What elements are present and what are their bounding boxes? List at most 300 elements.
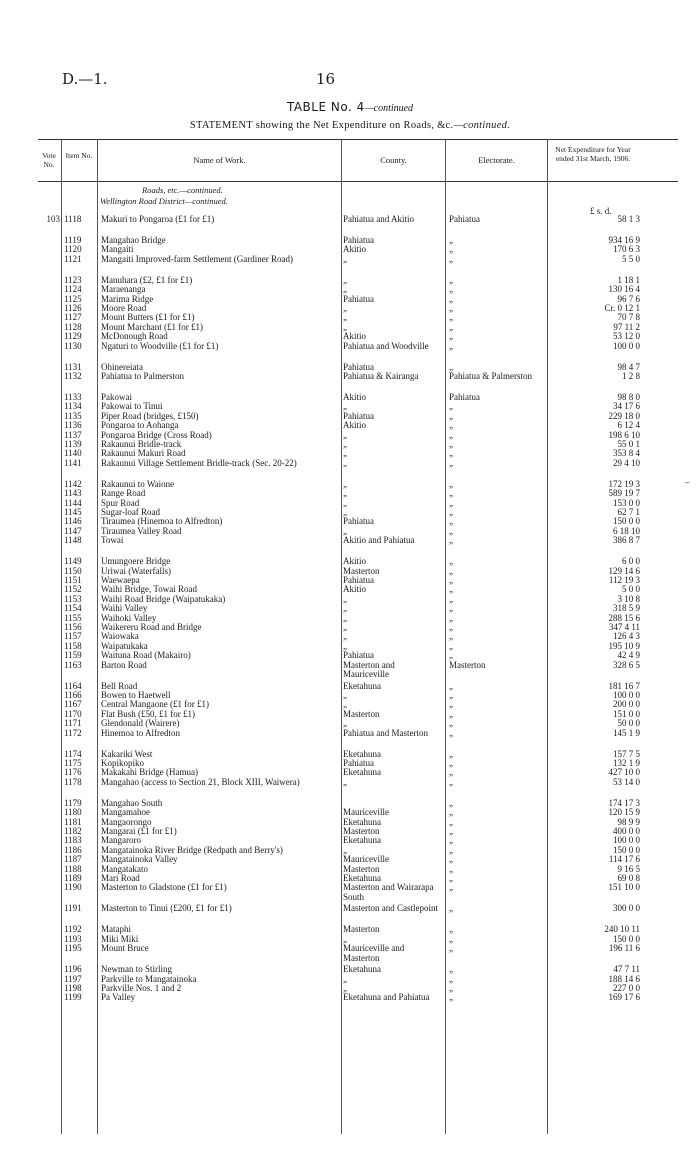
county: Pahiatua and Akitio — [343, 214, 414, 224]
county: Eketahuna — [343, 748, 381, 759]
net-expenditure: 42 4 9 — [617, 650, 640, 661]
electorate: „ — [449, 340, 453, 351]
header-name-of-work: Name of Work. — [193, 155, 246, 165]
net-expenditure: 55 0 1 — [617, 439, 640, 449]
item-number: 1146 — [64, 516, 82, 527]
county: Pahiatua and Woodville — [343, 340, 429, 351]
column-divider — [547, 139, 548, 1134]
net-expenditure: 132 1 9 — [613, 758, 640, 768]
item-number: 1186 — [64, 844, 82, 855]
electorate: „ — [449, 983, 453, 993]
work-name: Maraenanga — [101, 284, 146, 295]
electorate: „ — [449, 507, 453, 517]
electorate: „ — [449, 293, 453, 304]
work-name: Parkville Nos. 1 and 2 — [101, 983, 182, 993]
statement-main: STATEMENT showing the Net Expenditure on Roads, &c. — [189, 120, 454, 131]
work-name: Range Road — [101, 488, 146, 499]
item-number: 1181 — [64, 816, 82, 827]
net-expenditure: 9 16 5 — [617, 863, 640, 874]
county: „ — [343, 457, 347, 468]
electorate: „ — [449, 807, 453, 818]
net-expenditure: 69 0 8 — [617, 873, 640, 883]
item-number: 1145 — [64, 507, 82, 517]
work-name: Piper Road (bridges, £150) — [101, 410, 199, 421]
county: „ — [343, 973, 347, 984]
work-name: Sugar-loaf Road — [101, 507, 161, 517]
net-expenditure: 70 7 8 — [617, 312, 640, 323]
county: Pahiatua — [343, 410, 374, 421]
electorate: „ — [449, 844, 453, 855]
work-name: Mangaiti — [101, 244, 134, 255]
net-expenditure: 1 18 1 — [617, 274, 640, 285]
net-expenditure: 34 17 6 — [613, 401, 640, 412]
net-expenditure: 5 5 0 — [622, 253, 640, 264]
work-name: Mangatainoka River Bridge (Redpath and Berry's) — [101, 844, 283, 855]
item-number: 1174 — [64, 748, 82, 759]
electorate: „ — [449, 903, 453, 914]
item-number: 1143 — [64, 488, 82, 499]
item-number: 1157 — [64, 631, 82, 642]
electorate: „ — [449, 556, 453, 567]
work-name: Mount Butters (£1 for £1) — [101, 312, 195, 323]
county: Masterton — [343, 708, 380, 719]
county: Akitio — [343, 331, 367, 342]
county: „ — [343, 631, 347, 642]
county: Pahiatua & Kairanga — [343, 371, 419, 381]
electorate: „ — [449, 274, 453, 285]
item-number: 1141 — [64, 457, 82, 468]
county: „ — [343, 448, 347, 459]
electorate: Pahiatua — [449, 392, 480, 402]
header-county: County. — [380, 155, 407, 165]
statement-continued: —continued. — [453, 120, 511, 131]
electorate: „ — [449, 303, 453, 313]
item-number: 1159 — [64, 650, 82, 661]
electorate: „ — [449, 593, 453, 604]
electorate: „ — [449, 776, 453, 787]
table-title-label: TABLE No. 4 — [286, 100, 365, 114]
net-expenditure: 170 6 3 — [613, 244, 640, 255]
work-name: Mount Bruce — [101, 943, 149, 954]
item-number: 1187 — [64, 854, 82, 865]
county: „ — [343, 776, 347, 787]
section-heading-roads: Roads, etc.—continued. — [142, 185, 223, 195]
work-name: Mataphi — [101, 924, 131, 935]
net-expenditure: 53 14 0 — [613, 776, 640, 787]
item-number: 1155 — [64, 612, 82, 623]
net-expenditure: 181 16 7 — [608, 680, 640, 691]
work-name: Mangatainoka Valley — [101, 854, 178, 865]
net-expenditure: 3 10 8 — [617, 593, 640, 604]
electorate: „ — [449, 650, 453, 661]
county: „ — [343, 478, 347, 489]
county: „ — [343, 983, 347, 993]
county: „ — [343, 274, 347, 285]
item-number: 1147 — [64, 525, 82, 536]
county: Pahiatua — [343, 650, 374, 661]
net-expenditure: 29 4 10 — [613, 457, 640, 468]
net-expenditure: 227 0 0 — [613, 983, 640, 993]
work-name: Ngaturi to Woodville (£1 for £1) — [101, 340, 219, 351]
electorate: „ — [449, 448, 453, 459]
column-divider — [445, 139, 446, 1134]
county: Eketahuna — [343, 680, 381, 691]
county: Akitio — [343, 244, 367, 255]
item-number: 1131 — [64, 361, 82, 372]
electorate: „ — [449, 575, 453, 585]
vote-number: 103 — [46, 214, 60, 224]
work-name: Masterton to Tinui (£200, £1 for £1) — [101, 903, 232, 914]
net-expenditure: 196 11 6 — [608, 943, 640, 954]
work-name: Central Mangaone (£1 for £1) — [101, 699, 209, 710]
county: Mauriceville — [343, 854, 389, 865]
county: Masterton — [343, 565, 380, 576]
electorate: „ — [449, 410, 453, 421]
net-expenditure: 100 0 0 — [613, 690, 640, 700]
item-number: 1183 — [64, 835, 82, 846]
electorate: „ — [449, 640, 453, 651]
county: „ — [343, 690, 347, 700]
column-divider — [61, 139, 62, 1134]
county: „ — [343, 497, 347, 508]
electorate: „ — [449, 516, 453, 527]
section-heading-district: Wellington Road District—continued. — [100, 196, 228, 206]
net-expenditure: 98 8 0 — [617, 392, 640, 402]
electorate: „ — [449, 863, 453, 874]
item-number: 1189 — [64, 873, 82, 883]
county: „ — [343, 933, 347, 944]
item-number: 1121 — [64, 253, 82, 264]
item-number: 1180 — [64, 807, 82, 818]
electorate: „ — [449, 680, 453, 691]
electorate: „ — [449, 882, 453, 893]
electorate: „ — [449, 312, 453, 323]
work-name: Waihi Bridge, Towai Road — [101, 584, 197, 595]
county: „ — [343, 488, 347, 499]
item-number: 1132 — [64, 371, 82, 381]
net-expenditure: 58 1 3 — [617, 214, 640, 224]
county: „ — [343, 612, 347, 623]
county: Masterton — [343, 924, 380, 935]
item-number: 1154 — [64, 603, 82, 614]
work-name: Towai — [101, 535, 124, 546]
statement-heading — [0, 120, 700, 131]
net-expenditure: Cr. 0 12 1 — [604, 303, 640, 313]
item-number: 1188 — [64, 863, 82, 874]
county: Eketahuna — [343, 873, 381, 883]
electorate: „ — [449, 439, 453, 449]
county: Akitio — [343, 584, 367, 595]
net-expenditure: 157 7 5 — [613, 748, 640, 759]
work-name: Barton Road — [101, 659, 147, 670]
net-expenditure: 53 12 0 — [613, 331, 640, 342]
item-number: 1129 — [64, 331, 82, 342]
net-expenditure: 130 16 4 — [608, 284, 640, 295]
county: „ — [343, 303, 347, 313]
net-expenditure: 188 14 6 — [608, 973, 640, 984]
county: Mauriceville and Masterton — [343, 943, 405, 963]
electorate: „ — [449, 873, 453, 883]
net-expenditure: 62 7 1 — [617, 507, 640, 517]
work-name: Glendonald (Wairere) — [101, 718, 180, 729]
table-title-continued: —continued — [364, 103, 414, 114]
item-number: 1135 — [64, 410, 82, 421]
electorate: „ — [449, 964, 453, 975]
work-name: Masterton to Gladstone (£1 for £1) — [101, 882, 227, 893]
net-expenditure: 100 0 0 — [613, 340, 640, 351]
work-name: Marima Ridge — [101, 293, 154, 304]
item-number: 1198 — [64, 983, 82, 993]
county: Eketahuna — [343, 816, 381, 827]
item-number: 1140 — [64, 448, 82, 459]
electorate: „ — [449, 429, 453, 440]
net-expenditure: 198 6 10 — [608, 429, 640, 440]
item-number: 1190 — [64, 882, 82, 893]
item-number: 1130 — [64, 340, 82, 351]
work-name: Pongaroa to Aohanga — [101, 420, 179, 431]
county: Pahiatua — [343, 758, 374, 768]
work-name: Bell Road — [101, 680, 138, 691]
net-expenditure: 114 17 6 — [608, 854, 640, 865]
county: Akitio and Pahiatua — [343, 535, 415, 546]
table-top-rule — [38, 139, 678, 140]
county: „ — [343, 844, 347, 855]
work-name: Mangahao Bridge — [101, 235, 166, 245]
work-name: Kopikopiko — [101, 758, 145, 768]
net-expenditure: 150 0 0 — [613, 933, 640, 944]
item-number: 1195 — [64, 943, 82, 954]
net-expenditure: 112 19 3 — [608, 575, 640, 585]
electorate: „ — [449, 361, 453, 372]
net-expenditure: 400 0 0 — [613, 826, 640, 836]
item-number: 1134 — [64, 401, 82, 412]
net-expenditure: 172 19 3 — [608, 478, 640, 489]
header-item-no: Item No. — [65, 151, 93, 160]
electorate: „ — [449, 488, 453, 499]
electorate: „ — [449, 718, 453, 729]
work-name: Rakaunui Village Settlement Bridle-track (Sec. 20-22) — [101, 457, 297, 468]
county: Masterton — [343, 863, 380, 874]
item-number: 1149 — [64, 556, 82, 567]
work-name: Bowen to Haetwell — [101, 690, 171, 700]
item-number: 1118 — [64, 214, 82, 224]
electorate: „ — [449, 535, 453, 546]
column-divider — [97, 139, 98, 1134]
work-name: Waihi Road Bridge (Waipatukaka) — [101, 593, 226, 604]
work-name: Pakowai to Tinui — [101, 401, 163, 412]
work-name: Tiraumea Valley Road — [101, 525, 182, 536]
county: Masterton — [343, 826, 380, 836]
net-expenditure: 98 4 7 — [617, 361, 640, 372]
work-name: Mangahao (access to Section 21, Block XIII, Waiwera) — [101, 776, 300, 787]
county: „ — [343, 507, 347, 517]
work-name: Rakaunui Bridle-track — [101, 439, 182, 449]
work-name: Waipatukaka — [101, 640, 148, 651]
work-name: Kakariki West — [101, 748, 153, 759]
item-number: 1172 — [64, 727, 82, 738]
net-expenditure: 150 0 0 — [613, 516, 640, 527]
net-expenditure: 386 8 7 — [613, 535, 640, 546]
electorate: Pahiatua & Palmerston — [449, 371, 532, 381]
net-expenditure: 97 11 2 — [613, 321, 640, 332]
electorate: „ — [449, 331, 453, 342]
net-expenditure: 288 15 6 — [608, 612, 640, 623]
electorate: „ — [449, 748, 453, 759]
county: „ — [343, 699, 347, 710]
net-expenditure: 328 6 5 — [613, 659, 640, 670]
item-number: 1197 — [64, 973, 82, 984]
column-divider — [341, 139, 342, 1134]
item-number: 1150 — [64, 565, 82, 576]
table-title — [0, 100, 700, 114]
item-number: 1193 — [64, 933, 82, 944]
county: Pahiatua — [343, 575, 374, 585]
electorate: „ — [449, 253, 453, 264]
work-name: Flat Bush (£50, £1 for £1) — [101, 708, 195, 719]
net-expenditure: 100 0 0 — [613, 835, 640, 846]
county: Eketahuna — [343, 964, 381, 975]
item-number: 1148 — [64, 535, 82, 546]
county: „ — [343, 439, 347, 449]
item-number: 1175 — [64, 758, 82, 768]
item-number: 1176 — [64, 767, 82, 778]
county: Eketahuna — [343, 767, 381, 778]
electorate: „ — [449, 565, 453, 576]
county: Pahiatua — [343, 293, 374, 304]
county: Akitio — [343, 392, 367, 402]
work-name: Waiowaka — [101, 631, 139, 642]
county: „ — [343, 622, 347, 632]
net-expenditure: 589 19 7 — [608, 488, 640, 499]
work-name: Hinemoa to Alfredton — [101, 727, 180, 738]
work-name: Waihi Valley — [101, 603, 148, 614]
net-expenditure: 229 18 0 — [608, 410, 640, 421]
net-expenditure: 169 17 6 — [608, 992, 640, 1003]
item-number: 1191 — [64, 903, 82, 914]
net-expenditure: 5 0 0 — [622, 584, 640, 595]
work-name: Moore Road — [101, 303, 147, 313]
item-number: 1151 — [64, 575, 82, 585]
electorate: „ — [449, 457, 453, 468]
electorate: „ — [449, 584, 453, 595]
item-number: 1153 — [64, 593, 82, 604]
item-number: 1196 — [64, 964, 82, 975]
margin-mark: ⁻ — [684, 478, 691, 492]
net-expenditure: 347 4 11 — [608, 622, 640, 632]
net-expenditure: 50 0 0 — [617, 718, 640, 729]
electorate: Masterton — [449, 659, 486, 670]
item-number: 1126 — [64, 303, 82, 313]
county: Masterton and Castlepoint — [343, 903, 438, 914]
item-number: 1144 — [64, 497, 82, 508]
net-expenditure: 200 0 0 — [613, 699, 640, 710]
work-name: Makakahi Bridge (Hamua) — [101, 767, 198, 778]
item-number: 1136 — [64, 420, 82, 431]
item-number: 1164 — [64, 680, 82, 691]
electorate: „ — [449, 690, 453, 700]
county: „ — [343, 312, 347, 323]
work-name: Mangaiti Improved-farm Settlement (Gardiner Road) — [101, 253, 293, 264]
net-expenditure: 6 0 0 — [622, 556, 640, 567]
electorate: „ — [449, 973, 453, 984]
county: „ — [343, 253, 347, 264]
header-electorate: Electorate. — [478, 155, 515, 165]
work-name: Mangarai (£1 for £1) — [101, 826, 177, 836]
item-number: 1119 — [64, 235, 82, 245]
work-name: Waituna Road (Makairo) — [101, 650, 191, 661]
work-name: Mangamahoe — [101, 807, 150, 818]
item-number: 1170 — [64, 708, 82, 719]
item-number: 1128 — [64, 321, 82, 332]
net-expenditure: 353 8 4 — [613, 448, 640, 459]
item-number: 1120 — [64, 244, 82, 255]
county: „ — [343, 718, 347, 729]
item-number: 1123 — [64, 274, 82, 285]
item-number: 1166 — [64, 690, 82, 700]
county: Pahiatua and Masterton — [343, 727, 428, 738]
electorate: „ — [449, 603, 453, 614]
electorate: „ — [449, 478, 453, 489]
county: Akitio — [343, 420, 367, 431]
item-number: 1137 — [64, 429, 82, 440]
page-number: 16 — [316, 70, 336, 88]
county: Akitio — [343, 556, 367, 567]
work-name: Pa Valley — [101, 992, 136, 1003]
item-number: 1192 — [64, 924, 82, 935]
work-name: Spur Road — [101, 497, 140, 508]
electorate: „ — [449, 924, 453, 935]
item-number: 1171 — [64, 718, 82, 729]
item-number: 1182 — [64, 826, 82, 836]
electorate: „ — [449, 235, 453, 245]
electorate: „ — [449, 699, 453, 710]
table-header-rule — [38, 181, 678, 182]
work-name: Mangaorongo — [101, 816, 152, 827]
electorate: Pahiatua — [449, 214, 480, 224]
electorate: „ — [449, 797, 453, 808]
county: „ — [343, 284, 347, 295]
work-name: Waihoki Valley — [101, 612, 157, 623]
electorate: „ — [449, 525, 453, 536]
county: „ — [343, 593, 347, 604]
county: „ — [343, 525, 347, 536]
net-expenditure: 240 10 11 — [604, 924, 640, 935]
county: Masterton and Wairarapa South — [343, 882, 434, 902]
electorate: „ — [449, 816, 453, 827]
page-identifier: D.—1. — [62, 70, 108, 88]
electorate: „ — [449, 992, 453, 1003]
work-name: McDonough Road — [101, 331, 168, 342]
net-expenditure: 300 0 0 — [613, 903, 640, 914]
electorate: „ — [449, 708, 453, 719]
work-name: Makuri to Pongaroa (£1 for £1) — [101, 214, 215, 224]
county: „ — [343, 321, 347, 332]
item-number: 1127 — [64, 312, 82, 323]
net-expenditure: 318 5 9 — [613, 603, 640, 614]
county: Mauriceville — [343, 807, 389, 818]
currency-header: £ s. d. — [590, 206, 612, 216]
net-expenditure: 195 10 9 — [608, 640, 640, 651]
electorate: „ — [449, 943, 453, 954]
electorate: „ — [449, 631, 453, 642]
work-name: Manuhara (£2, £1 for £1) — [101, 274, 193, 285]
net-expenditure: 96 7 6 — [617, 293, 640, 304]
item-number: 1199 — [64, 992, 82, 1003]
item-number: 1178 — [64, 776, 82, 787]
county: Pahiatua — [343, 235, 374, 245]
county: Pahiatua — [343, 361, 374, 372]
item-number: 1179 — [64, 797, 82, 808]
